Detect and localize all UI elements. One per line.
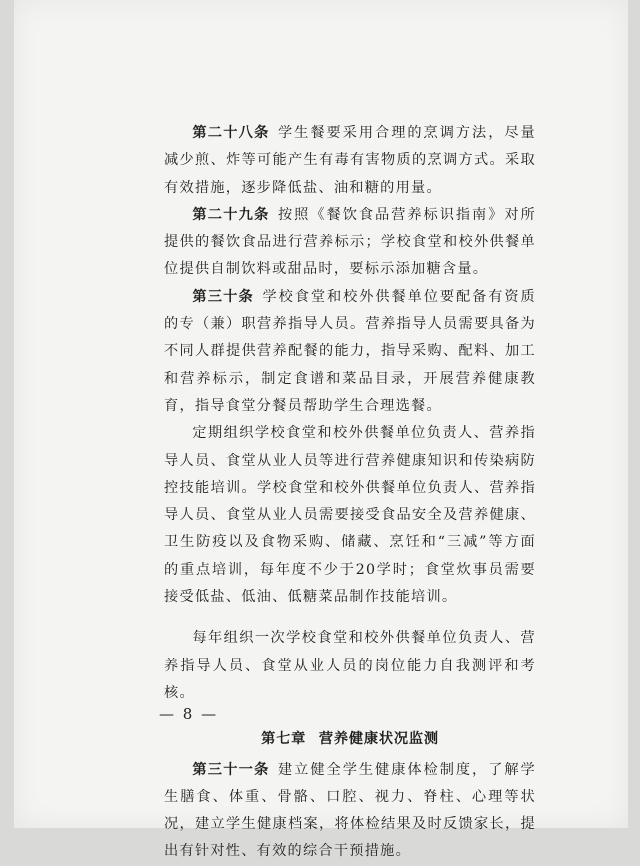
paragraph-gap — [164, 611, 536, 625]
article-text: 按照《餐饮食品营养标识指南》对所提供的餐饮食品进行营养标示；学校食堂和校外供餐单位提供自制饮料或甜品时，要标示添加糖含量。 — [164, 206, 536, 278]
article-30 — [164, 284, 536, 420]
paragraph-text: 每年组织一次学校食堂和校外供餐单位负责人、营养指导人员、食堂从业人员的岗位能力自我测评和考核。 — [164, 630, 536, 701]
article-30-assessment — [164, 625, 536, 707]
article-31 — [164, 757, 536, 866]
article-text: 学生餐要采用合理的烹调方法，尽量减少煎、炸等可能产生有毒有害物质的烹调方式。采取有效措施，逐步降低盐、油和糖的用量。 — [164, 125, 536, 196]
article-text: 学校食堂和校外供餐单位要配备有资质的专（兼）职营养指导人员。营养指导人员需要具备为不同人群提供营养配餐的能力，指导采购、配料、加工和营养标示，制定食谱和菜品目录，开展营养健康教育，指导食堂分餐员帮助学生合理选餐。 — [164, 288, 536, 414]
article-heading: 第二十九条 — [192, 206, 270, 223]
page-content — [164, 120, 536, 866]
document-page — [14, 0, 628, 860]
chapter-number: 第七章 — [261, 731, 307, 748]
article-heading: 第三十条 — [192, 288, 254, 305]
paragraph-text: 定期组织学校食堂和校外供餐单位负责人、营养指导人员、食堂从业人员等进行营养健康知识和传染病防控技能培训。学校食堂和校外供餐单位负责人、营养指导人员、食堂从业人员需要接受食品安全及营养健康、卫生防疫以及食物采购、储藏、烹饪和“三减”等方面的重点培训，每年度不少于20学时；食堂炊事员需要接受低盐、低油、低糖菜品制作技能培训。 — [164, 425, 536, 606]
article-text: 建立健全学生健康体检制度，了解学生膳食、体重、骨骼、口腔、视力、脊柱、心理等状况，建立学生健康档案，将体检结果及时反馈家长，提出有针对性、有效的综合干预措施。 — [164, 761, 536, 860]
article-heading: 第二十八条 — [192, 125, 270, 141]
article-28 — [164, 120, 536, 202]
chapter-title: 营养健康状况监测 — [318, 731, 439, 748]
page-number: — 8 — — [159, 705, 219, 723]
article-heading: 第三十一条 — [192, 761, 270, 778]
article-29 — [164, 202, 536, 284]
article-30-training — [164, 420, 536, 611]
chapter-heading — [164, 726, 536, 753]
